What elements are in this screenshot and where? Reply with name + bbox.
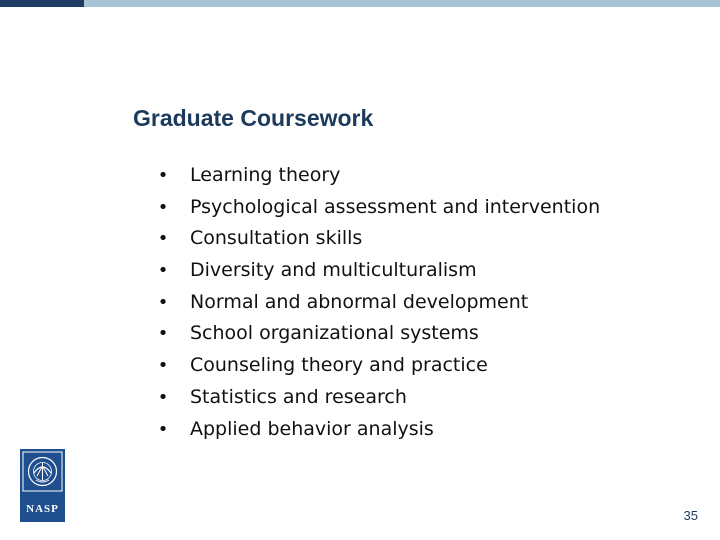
page-number: 35 — [683, 508, 698, 523]
bullet-text: Applied behavior analysis — [190, 417, 434, 440]
bullet-text: Normal and abnormal development — [190, 290, 529, 313]
bullet-text: Statistics and research — [190, 385, 407, 408]
bullet-icon: • — [157, 165, 169, 186]
bullet-text: Diversity and multiculturalism — [190, 259, 477, 282]
bullet-icon: • — [157, 196, 169, 218]
logo-text: NASP — [26, 503, 59, 515]
bullet-icon: • — [157, 355, 169, 377]
bullet-text: School organizational systems — [190, 322, 479, 345]
bullet-icon: • — [157, 386, 169, 408]
bullet-icon: • — [157, 228, 169, 250]
bullet-text: Consultation skills — [190, 227, 363, 250]
bullet-icon: • — [157, 260, 169, 282]
nasp-logo-icon — [20, 449, 65, 522]
top-bar — [0, 0, 720, 7]
bullet-text: Psychological assessment and intervention — [190, 195, 601, 218]
bullet-text: Learning theory — [190, 164, 341, 186]
bullet-icon: • — [157, 323, 169, 345]
bullet-text: Counseling theory and practice — [190, 354, 488, 377]
slide-title: Graduate Coursework — [133, 105, 374, 131]
top-bar-accent — [0, 0, 84, 7]
bullet-icon: • — [157, 291, 169, 313]
bullet-icon: • — [157, 418, 169, 440]
